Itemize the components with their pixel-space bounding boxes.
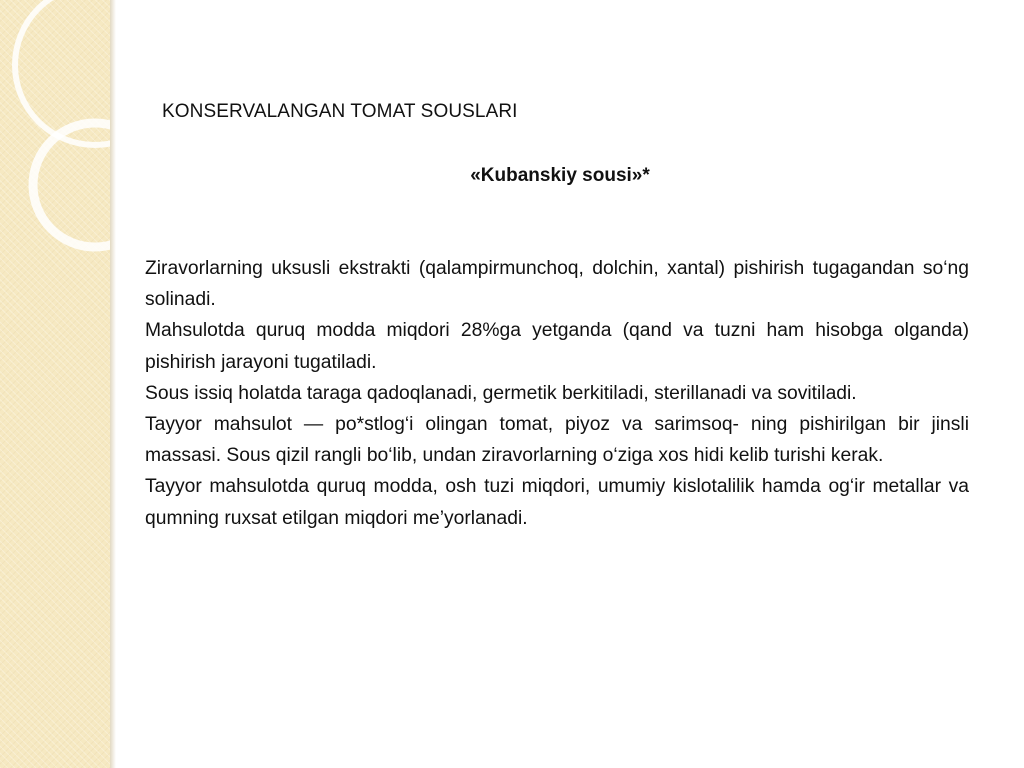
decorative-side-panel [0, 0, 110, 768]
body-text [145, 253, 969, 534]
paragraph: Tayyor mahsulot — po*stlog‘i olingan tomat, piyoz va sarimsoq- ning pishirilgan bir jinsli massasi. Sous qizil rangli bo‘lib, undan ziravorlarning o‘ziga xos hidi kelib turishi kerak. [145, 414, 969, 467]
paragraph: Ziravorlarning uksusli ekstrakti (qalampirmunchoq, dolchin, xantal) pishirish tugagandan so‘ng solinadi. [145, 258, 969, 311]
paragraph: Sous issiq holatda taraga qadoqlanadi, germetik berkitiladi, sterillanadi va sovitiladi. [145, 382, 857, 404]
paragraph: Tayyor mahsulotda quruq modda, osh tuzi miqdori, umumiy kislotalilik hamda og‘ir metallar va qumning ruxsat etilgan miqdori me’yorlanadi. [145, 476, 969, 529]
slide-subtitle: «Kubanskiy sousi»* [470, 165, 650, 186]
panel-edge-shadow [110, 0, 116, 768]
decorative-rings [0, 0, 110, 768]
paragraph: Mahsulotda quruq modda miqdori 28%ga yetganda (qand va tuzni ham hisobga olganda) pishirish jarayoni tugatiladi. [145, 320, 969, 373]
slide-title: KONSERVALANGAN TOMAT SOUSLARI [162, 101, 518, 122]
